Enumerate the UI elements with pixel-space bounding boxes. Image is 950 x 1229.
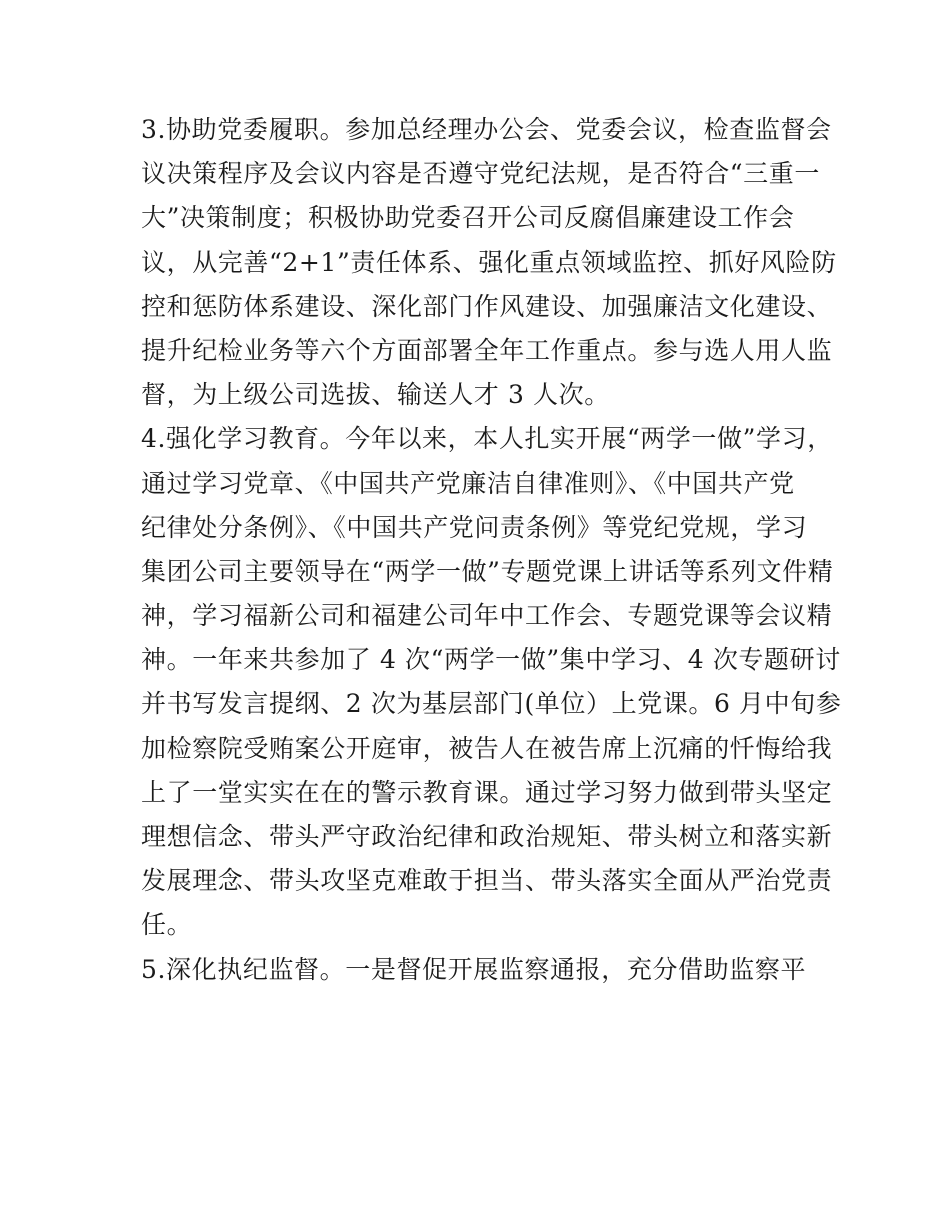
text-line: 议决策程序及会议内容是否遵守党纪法规，是否符合“三重一: [141, 159, 820, 189]
text-line: 议，从完善“2+1”责任体系、强化重点领域监控、抓好风险防: [141, 247, 837, 277]
text-line: 上了一堂实实在在的警示教育课。通过学习努力做到带头坚定: [141, 777, 833, 807]
text-line: 提升纪检业务等六个方面部署全年工作重点。参与选人用人监: [141, 335, 833, 365]
text-line: 任。: [141, 910, 193, 940]
text-line: 神，学习福新公司和福建公司年中工作会、专题党课等会议精: [141, 601, 833, 631]
text-line: 纪律处分条例》、《中国共产党问责条例》等党纪党规，学习: [141, 512, 808, 542]
text-line: 加检察院受贿案公开庭审，被告人在被告席上沉痛的忏悔给我: [141, 733, 833, 763]
body-text: [141, 108, 842, 992]
text-line: 5.深化执纪监督。一是督促开展监察通报，充分借助监察平: [141, 954, 807, 984]
text-line: 大”决策制度；积极协助党委召开公司反腐倡廉建设工作会: [141, 203, 795, 233]
text-line: 3.协助党委履职。参加总经理办公会、党委会议，检查监督会: [141, 115, 832, 144]
text-line: 并书写发言提纲、2 次为基层部门(单位）上党课。6 月中旬参: [141, 689, 842, 719]
text-line: 神。一年来共参加了 4 次“两学一做”集中学习、4 次专题研讨: [141, 645, 841, 675]
text-line: 4.强化学习教育。今年以来，本人扎实开展“两学一做”学习，: [141, 424, 833, 454]
text-line: 集团公司主要领导在“两学一做”专题党课上讲话等系列文件精: [141, 556, 834, 586]
text-line: 发展理念、带头攻坚克难敢于担当、带头落实全面从严治党责: [141, 866, 833, 896]
text-line: 通过学习党章、《中国共产党廉洁自律准则》、《中国共产党: [141, 468, 795, 498]
text-line: 督，为上级公司选拔、输送人才 3 人次。: [141, 380, 610, 410]
text-line: 控和惩防体系建设、深化部门作风建设、加强廉洁文化建设、: [141, 291, 833, 321]
text-line: 理想信念、带头严守政治纪律和政治规矩、带头树立和落实新: [141, 822, 833, 851]
